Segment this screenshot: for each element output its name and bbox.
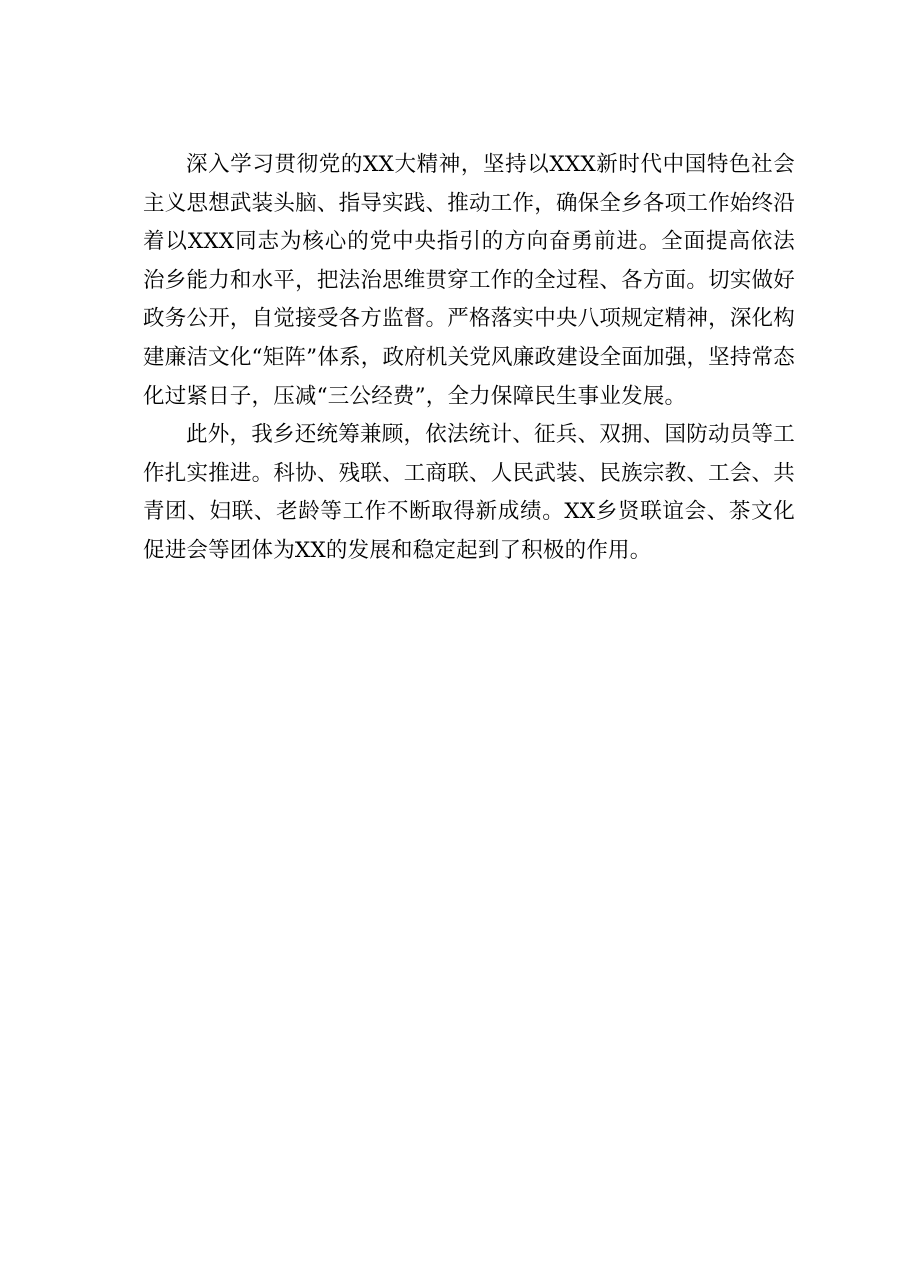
body-paragraph-1: 深入学习贯彻党的XX大精神，坚持以XXX新时代中国特色社会主义思想武装头脑、指导实践、推动工作，确保全乡各项工作始终沿着以XXX同志为核心的党中央指引的方向奋勇前进。全面提高依法治乡能力和水平，把法治思维贯穿工作的全过程、各方面。切实做好政务公开，自觉接受各方监督。严格落实中央八项规定精神，深化构建廉洁文化“矩阵”体系，政府机关党风廉政建设全面加强，坚持常态化过紧日子，压减“三公经费”，全力保障民生事业发展。 <box>143 152 795 409</box>
body-paragraph-2: 此外，我乡还统筹兼顾，依法统计、征兵、双拥、国防动员等工作扎实推进。科协、残联、工商联、人民武装、民族宗教、工会、共青团、妇联、老龄等工作不断取得新成绩。XX乡贤联谊会、茶文化促进会等团体为XX的发展和稳定起到了积极的作用。 <box>143 422 795 563</box>
document-body <box>143 146 795 571</box>
